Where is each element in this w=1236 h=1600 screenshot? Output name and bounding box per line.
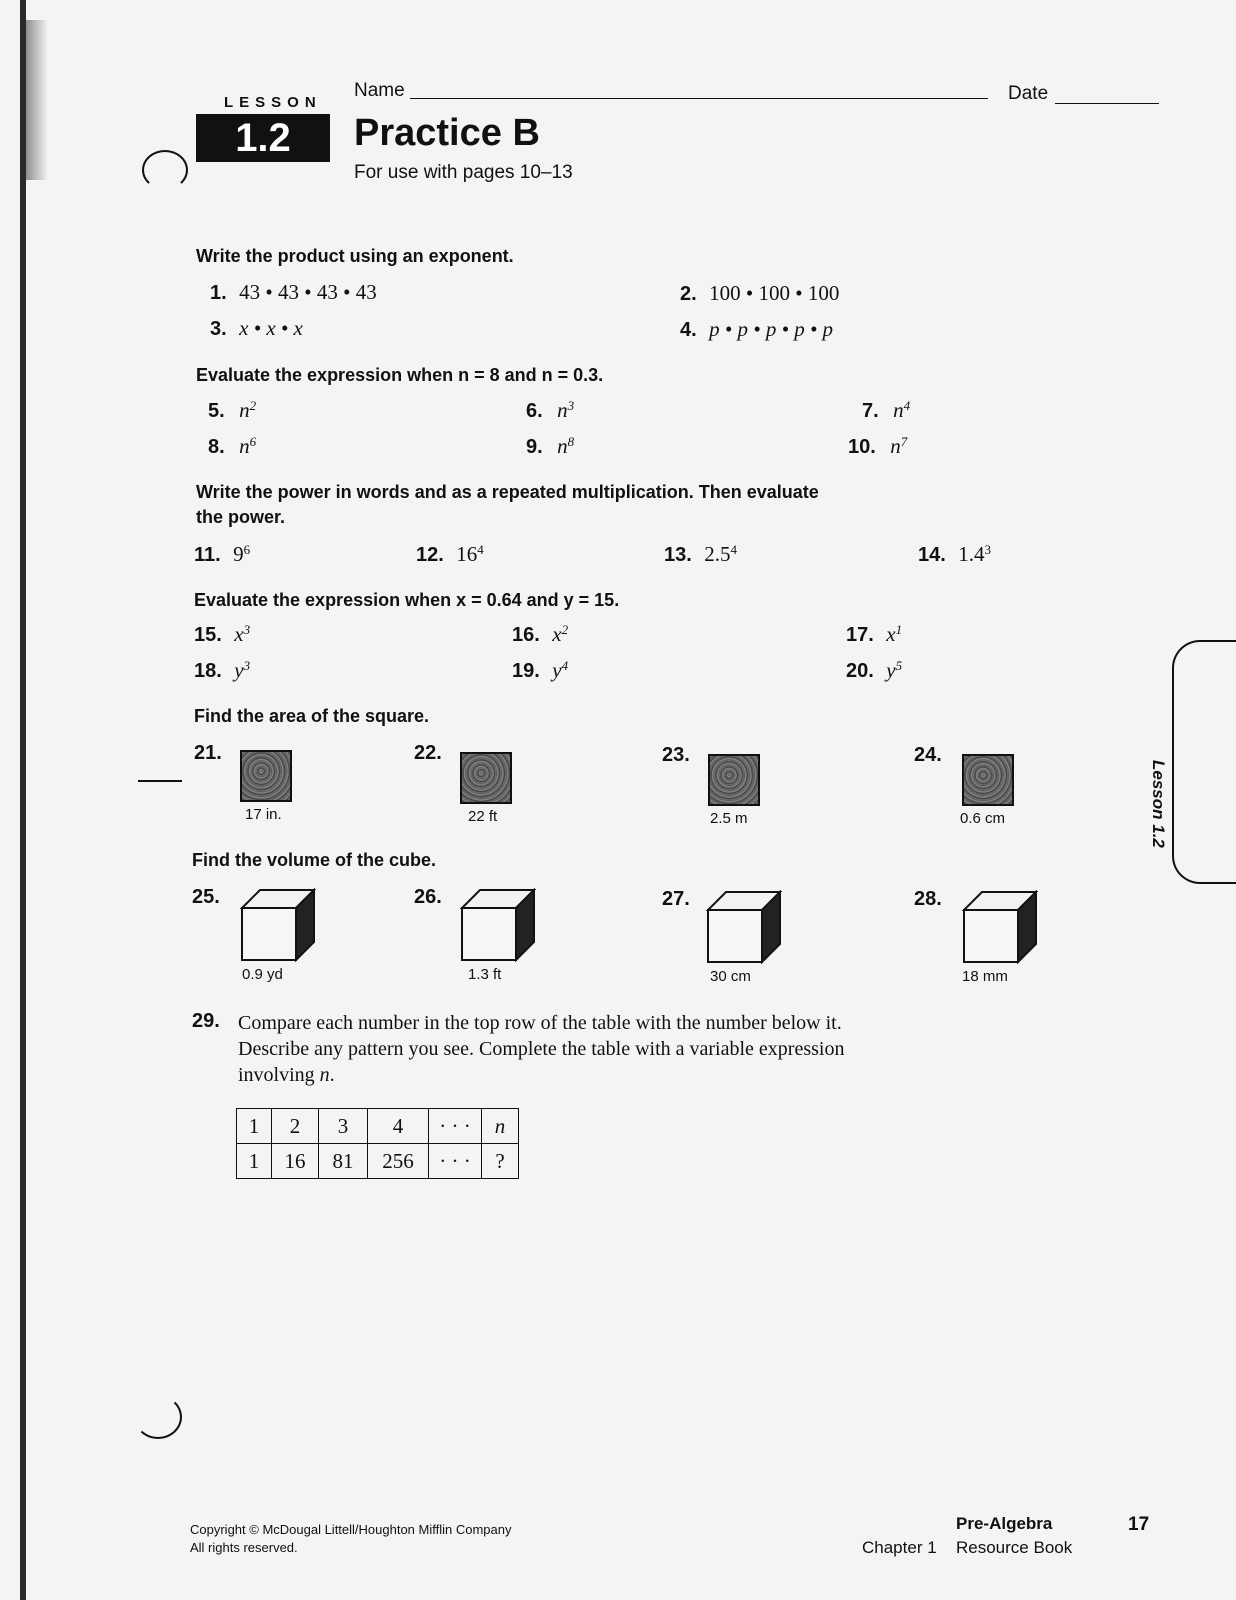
problem-22-number: 22. bbox=[414, 742, 442, 764]
problem-number: 1. bbox=[210, 282, 227, 304]
power-exponent: 5 bbox=[895, 657, 903, 673]
binding-edge bbox=[20, 0, 26, 1600]
table-cell: · · · bbox=[429, 1144, 482, 1179]
problem-27-number: 27. bbox=[662, 888, 690, 910]
problem-number: 2. bbox=[680, 283, 697, 305]
power-exponent: 3 bbox=[243, 621, 251, 637]
cube-figure-26 bbox=[460, 888, 536, 962]
problem-expression bbox=[557, 434, 574, 458]
power-base: y bbox=[552, 658, 562, 682]
hole-punch-middle bbox=[138, 780, 182, 782]
instruction-evaluate-xy: Evaluate the expression when x = 0.64 and y = 15. bbox=[194, 590, 620, 610]
problem-expression bbox=[886, 622, 902, 646]
table-cell: 1 bbox=[237, 1144, 272, 1179]
power-exponent: 4 bbox=[730, 541, 738, 557]
problem-number: 15. bbox=[194, 624, 222, 646]
problem-25-number: 25. bbox=[192, 886, 220, 908]
power-exponent: 7 bbox=[900, 433, 908, 449]
problem-number: 20. bbox=[846, 660, 874, 682]
problem-15 bbox=[194, 622, 250, 647]
power-base: n bbox=[239, 398, 250, 422]
power-exponent: 3 bbox=[984, 541, 992, 557]
page-number: 17 bbox=[1128, 1514, 1150, 1535]
square-figure-24 bbox=[962, 754, 1014, 806]
square-figure-23 bbox=[708, 754, 760, 806]
hole-punch-bottom bbox=[134, 1395, 182, 1439]
instruction-evaluate-n: Evaluate the expression when n = 8 and n = 0.3. bbox=[196, 365, 604, 385]
side-tab-label: Lesson 1.2 bbox=[1149, 760, 1168, 848]
pattern-table bbox=[236, 1108, 519, 1179]
instruction-exponent-product: Write the product using an exponent. bbox=[196, 246, 514, 266]
scan-shadow bbox=[26, 20, 48, 180]
problem-number: 6. bbox=[526, 400, 543, 422]
problem-7 bbox=[862, 398, 910, 423]
problem-expression bbox=[234, 622, 250, 646]
power-base: n bbox=[557, 398, 568, 422]
problem-expression bbox=[239, 398, 256, 422]
cube-figure-25 bbox=[240, 888, 316, 962]
power-exponent: 4 bbox=[561, 657, 569, 673]
power-base: 9 bbox=[233, 542, 244, 566]
power-exponent: 2 bbox=[561, 621, 569, 637]
problem-19 bbox=[512, 658, 568, 683]
problem-3 bbox=[210, 316, 303, 341]
problem-26-number: 26. bbox=[414, 886, 442, 908]
problem-expression bbox=[886, 658, 902, 682]
table-row-top bbox=[237, 1109, 519, 1144]
square-figure-22 bbox=[460, 752, 512, 804]
power-base: n bbox=[890, 434, 901, 458]
hole-punch-top bbox=[142, 150, 188, 190]
instruction-power-words-line2: the power. bbox=[196, 507, 286, 527]
square-side-label-22: 22 ft bbox=[468, 808, 498, 825]
problem-29-number: 29. bbox=[192, 1010, 220, 1032]
problem-18 bbox=[194, 658, 250, 683]
instruction-volume-cube: Find the volume of the cube. bbox=[192, 850, 437, 870]
problem-28-number: 28. bbox=[914, 888, 942, 910]
problem-number: 17. bbox=[846, 624, 874, 646]
problem-expression bbox=[239, 434, 256, 458]
power-base: x bbox=[886, 622, 896, 646]
date-field[interactable] bbox=[1055, 103, 1159, 104]
problem-number: 19. bbox=[512, 660, 540, 682]
power-base: 16 bbox=[456, 542, 478, 566]
square-side-label-23: 2.5 m bbox=[710, 810, 748, 827]
table-cell: 256 bbox=[368, 1144, 429, 1179]
problem-number: 3. bbox=[210, 318, 227, 340]
power-exponent: 1 bbox=[895, 621, 903, 637]
book-title: Pre-Algebra bbox=[956, 1514, 1053, 1533]
problem-expression bbox=[456, 542, 484, 566]
problem-number: 4. bbox=[680, 319, 697, 341]
problem-8 bbox=[208, 434, 256, 459]
cube-edge-label-28: 18 mm bbox=[962, 968, 1008, 985]
problem-5 bbox=[208, 398, 256, 423]
problem-number: 5. bbox=[208, 400, 225, 422]
problem-expression bbox=[893, 398, 910, 422]
power-base: 2.5 bbox=[704, 542, 731, 566]
problem-number: 12. bbox=[416, 544, 444, 566]
power-base: y bbox=[886, 658, 896, 682]
table-cell: 16 bbox=[272, 1144, 319, 1179]
power-base: x bbox=[552, 622, 562, 646]
power-base: n bbox=[239, 434, 250, 458]
problem-4 bbox=[680, 317, 833, 342]
name-field[interactable] bbox=[410, 98, 988, 99]
problem-expression bbox=[234, 658, 250, 682]
variable-n: n bbox=[319, 1064, 330, 1086]
problem-expression bbox=[557, 398, 574, 422]
lesson-word: LESSON bbox=[224, 94, 322, 111]
table-cell: 3 bbox=[319, 1109, 368, 1144]
power-base: n bbox=[557, 434, 568, 458]
table-cell: n bbox=[482, 1109, 519, 1144]
square-figure-21 bbox=[240, 750, 292, 802]
power-exponent: 4 bbox=[477, 541, 484, 557]
problem-29-line2: Describe any pattern you see. Complete the table with a variable expression bbox=[238, 1038, 845, 1060]
side-tab bbox=[1172, 640, 1236, 884]
instruction-area-square: Find the area of the square. bbox=[194, 706, 430, 726]
problem-number: 11. bbox=[194, 544, 221, 566]
problem-23-number: 23. bbox=[662, 744, 690, 766]
text-fragment: . bbox=[329, 1064, 335, 1086]
problem-expression: x • x • x bbox=[239, 316, 303, 340]
problem-number: 18. bbox=[194, 660, 222, 682]
power-exponent: 6 bbox=[243, 541, 251, 557]
table-cell: 81 bbox=[319, 1144, 368, 1179]
table-answer-cell[interactable]: ? bbox=[482, 1144, 519, 1179]
problem-6 bbox=[526, 398, 574, 423]
copyright-line1: Copyright © McDougal Littell/Houghton Mifflin Company bbox=[190, 1522, 512, 1537]
problem-number: 16. bbox=[512, 624, 540, 646]
problem-11 bbox=[194, 542, 250, 567]
power-exponent: 3 bbox=[567, 397, 575, 413]
power-exponent: 4 bbox=[903, 397, 911, 413]
problem-13 bbox=[664, 542, 737, 567]
power-exponent: 2 bbox=[249, 397, 257, 413]
page-subtitle: For use with pages 10–13 bbox=[354, 162, 573, 183]
square-side-label-24: 0.6 cm bbox=[960, 810, 1006, 827]
square-side-label-21: 17 in. bbox=[245, 806, 282, 823]
lesson-number-badge: 1.2 bbox=[196, 114, 330, 162]
table-cell: 2 bbox=[272, 1109, 319, 1144]
problem-10 bbox=[848, 434, 907, 459]
problem-expression bbox=[890, 434, 907, 458]
problem-expression: 100 • 100 • 100 bbox=[709, 281, 840, 305]
problem-29-text bbox=[238, 1010, 958, 1088]
instruction-power-words-line1: Write the power in words and as a repeated multiplication. Then evaluate bbox=[196, 482, 819, 502]
cube-edge-label-25: 0.9 yd bbox=[242, 966, 283, 983]
text-fragment: involving bbox=[238, 1064, 320, 1086]
problem-expression bbox=[704, 542, 737, 566]
problem-17 bbox=[846, 622, 902, 647]
problem-number: 14. bbox=[918, 544, 946, 566]
problem-number: 9. bbox=[526, 436, 543, 458]
problem-expression bbox=[958, 542, 991, 566]
date-label: Date bbox=[1008, 83, 1049, 104]
table-cell: · · · bbox=[429, 1109, 482, 1144]
cube-edge-label-26: 1.3 ft bbox=[468, 966, 502, 983]
problem-expression: 43 • 43 • 43 • 43 bbox=[239, 280, 377, 304]
problem-9 bbox=[526, 434, 574, 459]
problem-2 bbox=[680, 281, 839, 306]
problem-number: 10. bbox=[848, 436, 876, 458]
problem-expression bbox=[233, 542, 250, 566]
page-title: Practice B bbox=[354, 112, 540, 154]
power-exponent: 6 bbox=[249, 433, 257, 449]
problem-1 bbox=[210, 280, 377, 305]
problem-12 bbox=[416, 542, 484, 567]
resource-label: Resource Book bbox=[956, 1538, 1073, 1557]
problem-24-number: 24. bbox=[914, 744, 942, 766]
power-exponent: 3 bbox=[243, 657, 251, 673]
problem-expression bbox=[552, 622, 568, 646]
problem-16 bbox=[512, 622, 568, 647]
copyright-line2: All rights reserved. bbox=[190, 1540, 298, 1555]
problem-number: 8. bbox=[208, 436, 225, 458]
problem-number: 7. bbox=[862, 400, 879, 422]
problem-expression bbox=[552, 658, 568, 682]
power-base: x bbox=[234, 622, 244, 646]
problem-number: 13. bbox=[664, 544, 692, 566]
power-base: 1.4 bbox=[958, 542, 985, 566]
problem-21-number: 21. bbox=[194, 742, 222, 764]
table-cell: 4 bbox=[368, 1109, 429, 1144]
name-label: Name bbox=[354, 80, 405, 101]
problem-expression: p • p • p • p • p bbox=[709, 317, 834, 341]
cube-edge-label-27: 30 cm bbox=[710, 968, 751, 985]
problem-14 bbox=[918, 542, 991, 567]
problem-29-line3 bbox=[238, 1062, 958, 1088]
power-base: y bbox=[234, 658, 244, 682]
power-exponent: 8 bbox=[567, 433, 575, 449]
chapter-label: Chapter 1 bbox=[862, 1538, 937, 1557]
table-row-bottom bbox=[237, 1144, 519, 1179]
problem-29-line1: Compare each number in the top row of the table with the number below it. bbox=[238, 1012, 842, 1034]
cube-figure-28 bbox=[962, 890, 1038, 964]
problem-20 bbox=[846, 658, 902, 683]
table-cell: 1 bbox=[237, 1109, 272, 1144]
cube-figure-27 bbox=[706, 890, 782, 964]
power-base: n bbox=[893, 398, 904, 422]
